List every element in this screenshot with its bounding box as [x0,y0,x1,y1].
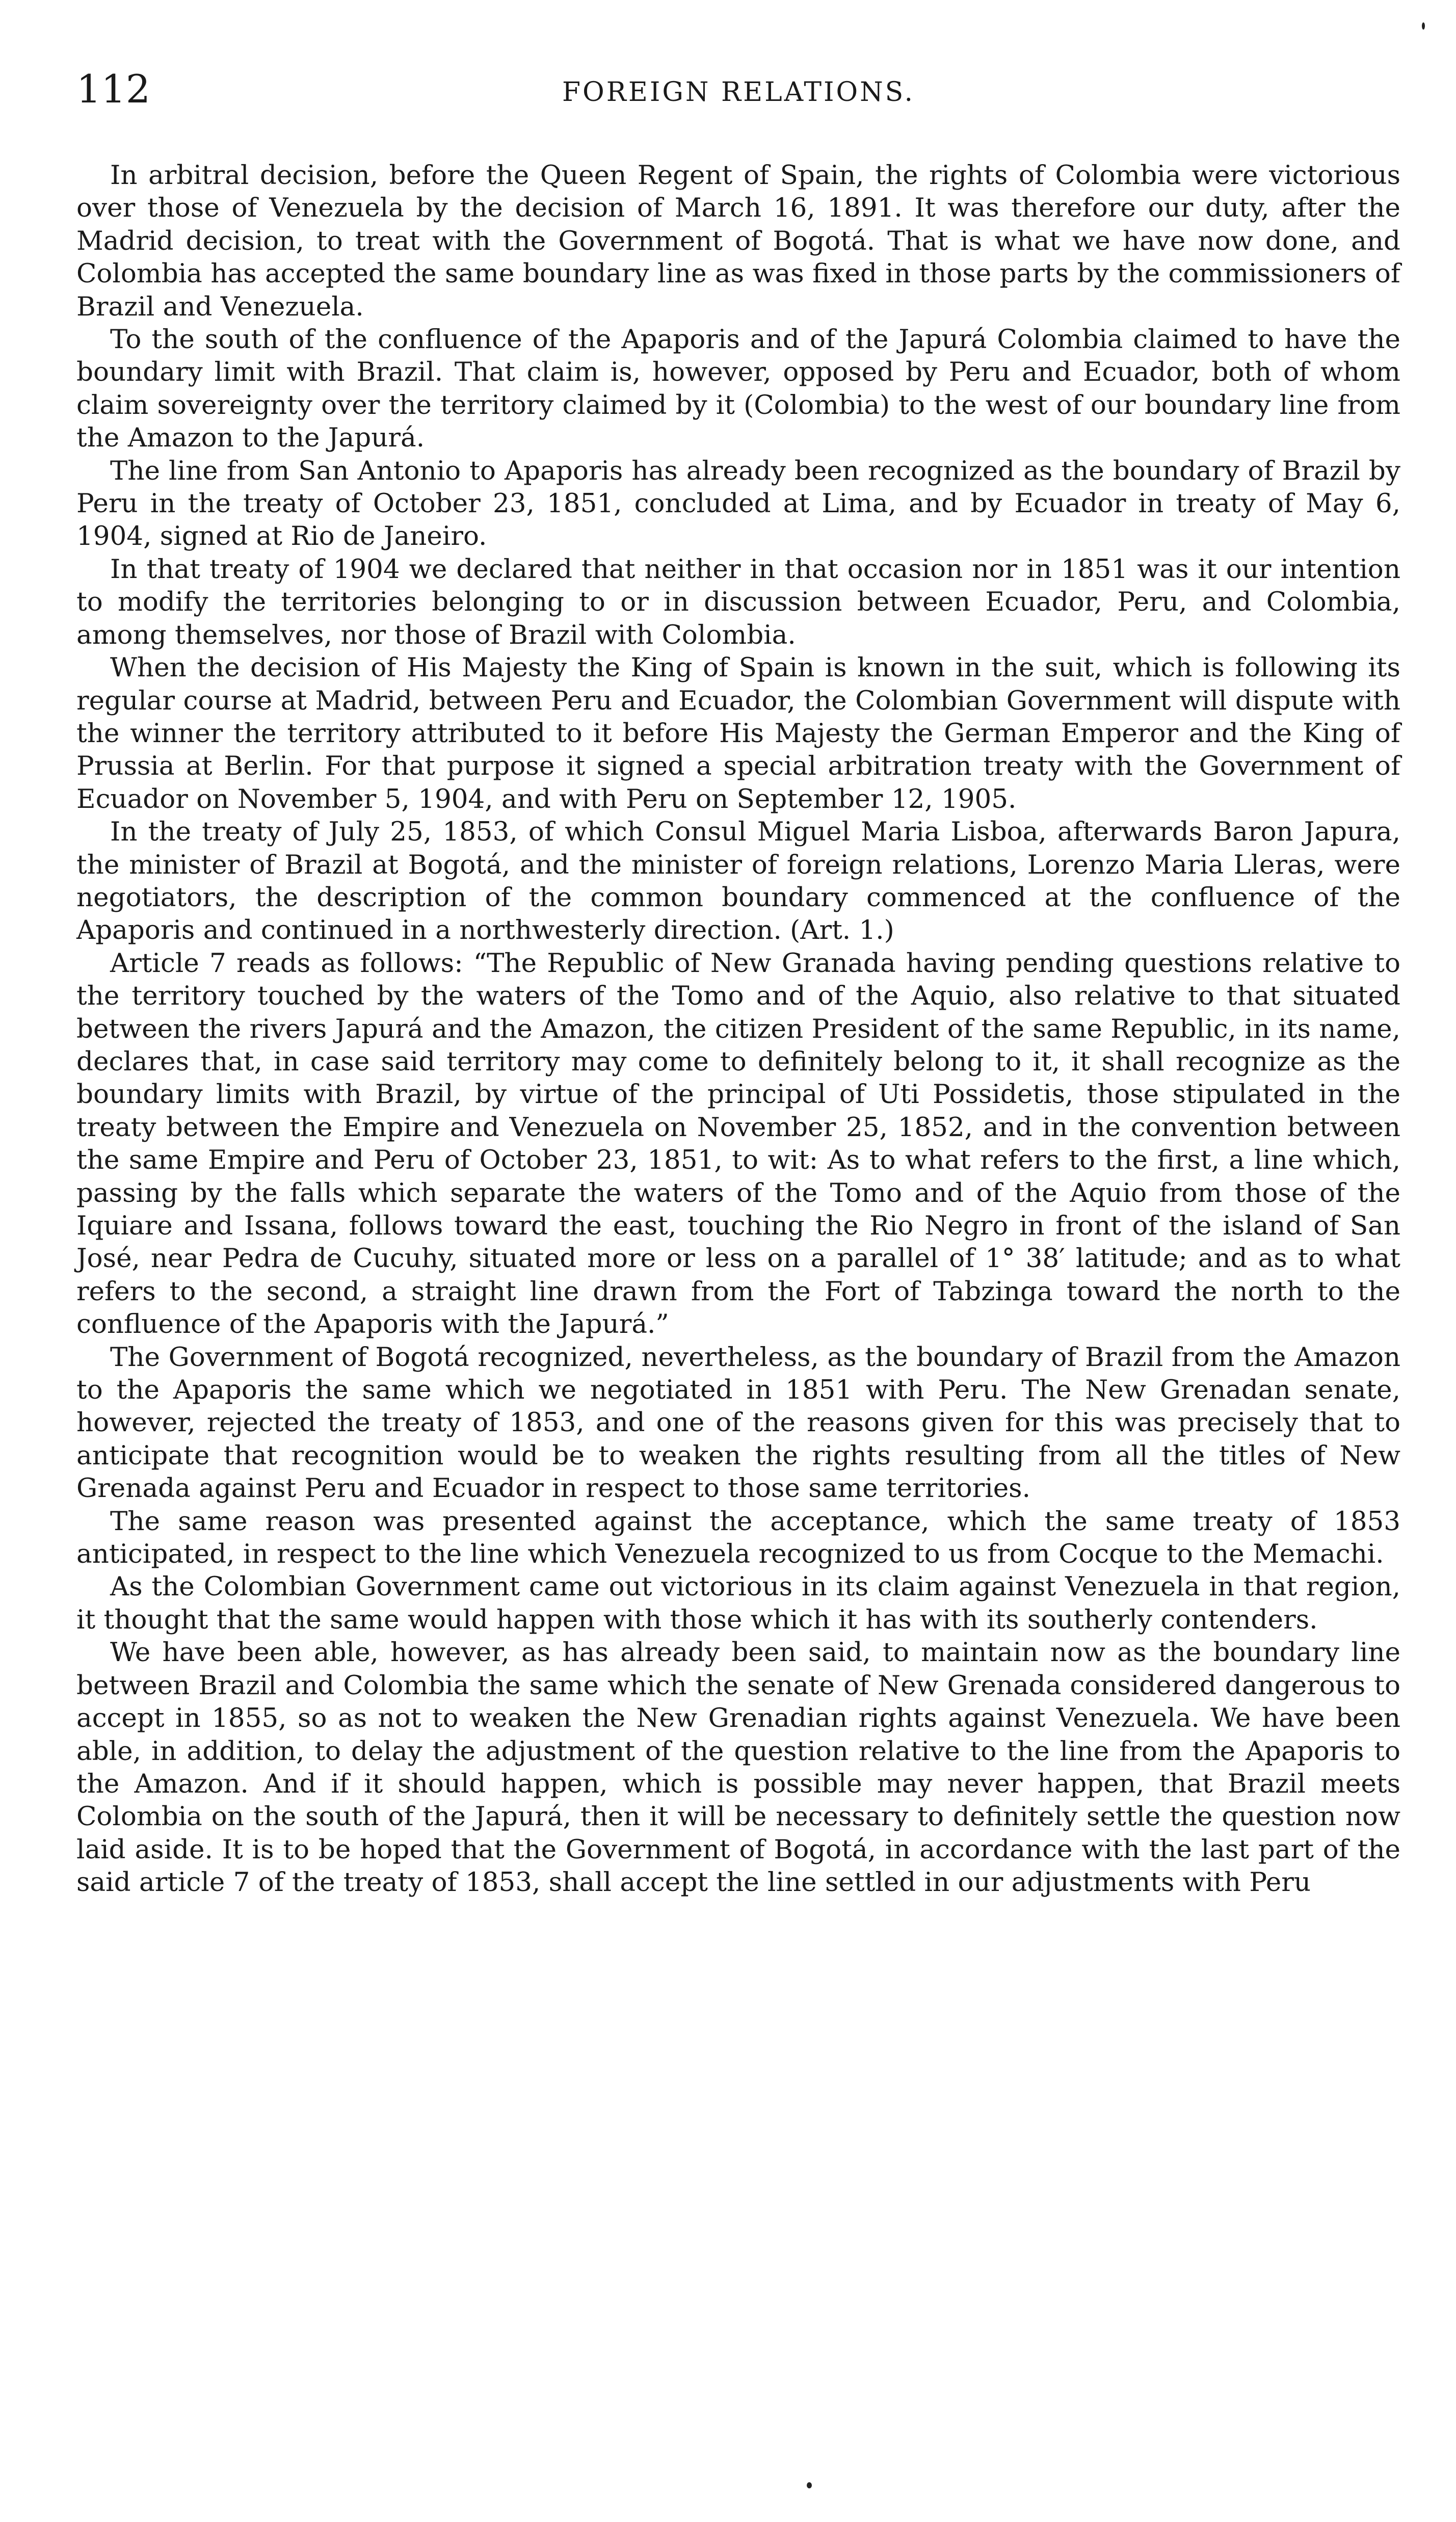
paragraph-10: As the Colombian Government came out victorious in its claim against Venezuela in that region, it thought that the same would happen with those which it has with its southerly contenders. [76,1571,1400,1635]
paragraph-1: In arbitral decision, before the Queen Regent of Spain, the rights of Colombia were victorious over those of Venezuela by the decision of March 16, 1891. It was therefore our duty, after the Madrid decision, to treat with the Government of Bogotá. That is what we have now done, and Colombia has accepted the same boundary line as was fixed in those parts by the commissioners of Brazil and Venezuela. [76,160,1400,322]
paragraph-2: To the south of the confluence of the Apaporis and of the Japurá Colombia claimed to have the boundary limit with Brazil. That claim is, however, opposed by Peru and Ecuador, both of whom claim sovereignty over the territory claimed by it (Colombia) to the west of our boundary line from the Amazon to the Japurá. [76,324,1400,454]
paragraph-6: In the treaty of July 25, 1853, of which Consul Miguel Maria Lisboa, afterwards Baron Japura, the minister of Brazil at Bogotá, and the minister of foreign relations, Lorenzo Maria Lleras, were negotiators, the description of the common boundary commenced at the confluence of the Apaporis and continued in a northwesterly direction. (Art. 1.) [76,817,1400,946]
print-speck [1422,22,1425,30]
paragraph-8: The Government of Bogotá recognized, nevertheless, as the boundary of Brazil from the Amazon to the Apaporis the same which we negotiated in 1851 with Peru. The New Grenadan senate, however, rejected the treaty of 1853, and one of the reasons given for this was precisely that to anticipate that recognition would be to weaken the rights resulting from all the titles of New Grenada against Peru and Ecuador in respect to those same territories. [76,1342,1400,1504]
running-head: FOREIGN RELATIONS. [562,77,915,108]
paragraph-3: The line from San Antonio to Apaporis has already been recognized as the boundary of Brazil by Peru in the treaty of October 23, 1851, concluded at Lima, and by Ecuador in treaty of May 6, 1904, signed at Rio de Janeiro. [76,455,1400,552]
body-text [76,159,1400,1899]
paragraph-4: In that treaty of 1904 we declared that neither in that occasion nor in 1851 was it our intention to modify the territories belonging to or in discussion between Ecuador, Peru, and Colombia, among themselves, nor those of Brazil with Colombia. [76,554,1400,650]
paragraph-5: When the decision of His Majesty the King of Spain is known in the suit, which is following its regular course at Madrid, between Peru and Ecuador, the Colombian Government will dispute with the winner the territory attributed to it before His Majesty the German Emperor and the King of Prussia at Berlin. For that purpose it signed a special arbitration treaty with the Government of Ecuador on November 5, 1904, and with Peru on September 12, 1905. [76,652,1400,815]
print-speck [807,2482,812,2488]
page-header [76,66,1400,112]
paragraph-11: We have been able, however, as has already been said, to maintain now as the boundary line between Brazil and Colombia the same which the senate of New Grenada considered dangerous to accept in 1855, so as not to weaken the New Grenadian rights against Venezuela. We have been able, in addition, to delay the adjustment of the question relative to the line from the Apaporis to the Amazon. And if it should happen, which is possible may never happen, that Brazil meets Colombia on the south of the Japurá, then it will be necessary to definitely settle the question now laid aside. It is to be hoped that the Government of Bogotá, in accordance with the last part of the said article 7 of the treaty of 1853, shall accept the line settled in our adjustments with Peru [76,1637,1400,1898]
paragraph-7: Article 7 reads as follows: “The Republic of New Granada having pending questions relative to the territory touched by the waters of the Tomo and of the Aquio, also relative to that situated between the rivers Japurá and the Amazon, the citizen President of the same Republic, in its name, declares that, in case said territory may come to definitely belong to it, it shall recognize as the boundary limits with Brazil, by virtue of the principal of Uti Possidetis, those stipulated in the treaty between the Empire and Venezuela on November 25, 1852, and in the convention between the same Empire and Peru of October 23, 1851, to wit: As to what refers to the first, a line which, passing by the falls which separate the waters of the Tomo and of the Aquio from those of the Iquiare and Issana, follows toward the east, touching the Rio Negro in front of the island of San José, near Pedra de Cucuhy, situated more or less on a parallel of 1° 38′ latitude; and as to what refers to the second, a straight line drawn from the Fort of Tabzinga toward the north to the confluence of the Apaporis with the Japurá.” [76,948,1400,1340]
paragraph-9: The same reason was presented against the acceptance, which the same treaty of 1853 anticipated, in respect to the line which Venezuela recognized to us from Cocque to the Memachi. [76,1506,1400,1570]
page-number: 112 [76,66,151,112]
